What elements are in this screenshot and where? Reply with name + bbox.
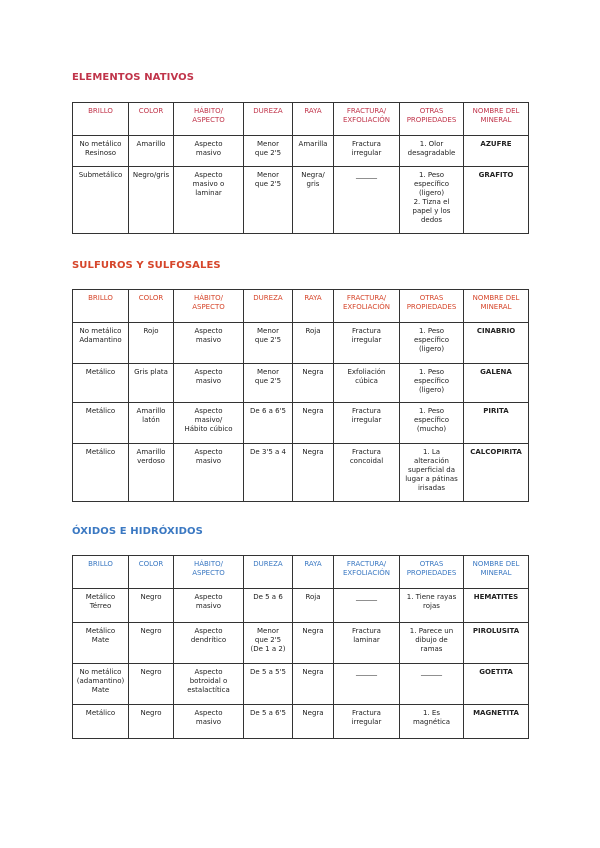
cell-fractura: ______ [334,167,400,234]
table-row [73,705,529,739]
cell-nombre: GRAFITO [464,167,529,234]
cell-otras: 1. Es magnética [400,705,464,739]
cell-otras: 1. Tiene rayas rojas [400,589,464,623]
header-raya: RAYA [293,556,334,589]
header-raya: RAYA [293,290,334,323]
cell-habito: Aspecto masivo/ Hábito cúbico [174,403,244,444]
cell-fractura: Fractura irregular [334,705,400,739]
table-header-row [73,556,529,589]
cell-habito: Aspecto masivo o laminar [174,167,244,234]
cell-nombre: GOETITA [464,664,529,705]
cell-raya: Negra [293,623,334,664]
cell-dureza: Menor que 2'5 [244,323,293,364]
cell-otras: 1. Peso específico (ligero) [400,323,464,364]
cell-raya: Negra [293,444,334,502]
cell-nombre: PIRITA [464,403,529,444]
cell-raya: Amarilla [293,136,334,167]
cell-dureza: Menor que 2'5 [244,167,293,234]
cell-color: Negro [129,589,174,623]
header-dureza: DUREZA [244,290,293,323]
cell-brillo: No metálico (adamantino) Mate [73,664,129,705]
cell-brillo: Metálico [73,444,129,502]
header-nombre: NOMBRE DEL MINERAL [464,103,529,136]
cell-habito: Aspecto masivo [174,705,244,739]
cell-color: Amarillo [129,136,174,167]
cell-habito: Aspecto masivo [174,136,244,167]
cell-color: Negro/gris [129,167,174,234]
table-sulfuros [72,289,529,502]
cell-color: Gris plata [129,364,174,403]
header-dureza: DUREZA [244,103,293,136]
header-nombre: NOMBRE DEL MINERAL [464,290,529,323]
table-oxidos [72,555,529,739]
header-raya: RAYA [293,103,334,136]
cell-dureza: De 3'5 a 4 [244,444,293,502]
cell-dureza: Menor que 2'5 [244,136,293,167]
header-otras: OTRAS PROPIEDADES [400,103,464,136]
cell-color: Negro [129,664,174,705]
header-fractura: FRACTURA/ EXFOLIACIÓN [334,556,400,589]
cell-raya: Roja [293,323,334,364]
header-otras: OTRAS PROPIEDADES [400,290,464,323]
cell-brillo: Metálico Mate [73,623,129,664]
table-row [73,623,529,664]
cell-color: Rojo [129,323,174,364]
cell-dureza: De 5 a 6 [244,589,293,623]
cell-fractura: Exfoliación cúbica [334,364,400,403]
header-habito: HÁBITO/ ASPECTO [174,556,244,589]
cell-habito: Aspecto masivo [174,589,244,623]
table-row [73,444,529,502]
table-row [73,403,529,444]
cell-brillo: Metálico [73,705,129,739]
cell-nombre: HEMATITES [464,589,529,623]
header-color: COLOR [129,103,174,136]
cell-fractura: ______ [334,664,400,705]
cell-nombre: GALENA [464,364,529,403]
cell-nombre: CALCOPIRITA [464,444,529,502]
cell-color: Amarillo verdoso [129,444,174,502]
cell-otras: 1. Peso específico (ligero) 2. Tizna el papel y los dedos [400,167,464,234]
header-fractura: FRACTURA/ EXFOLIACIÓN [334,103,400,136]
cell-brillo: Metálico Térreo [73,589,129,623]
cell-color: Amarillo latón [129,403,174,444]
cell-fractura: Fractura concoidal [334,444,400,502]
cell-brillo: No metálico Adamantino [73,323,129,364]
table-row [73,364,529,403]
section-title-nativos: ELEMENTOS NATIVOS [72,72,195,83]
cell-dureza: De 5 a 5'5 [244,664,293,705]
cell-habito: Aspecto masivo [174,444,244,502]
cell-otras: 1. Peso específico (mucho) [400,403,464,444]
cell-brillo: No metálico Resinoso [73,136,129,167]
cell-raya: Negra/ gris [293,167,334,234]
cell-otras: ______ [400,664,464,705]
cell-habito: Aspecto masivo [174,364,244,403]
cell-otras: 1. Olor desagradable [400,136,464,167]
cell-nombre: MAGNETITA [464,705,529,739]
header-habito: HÁBITO/ ASPECTO [174,290,244,323]
cell-otras: 1. Parece un dibujo de ramas [400,623,464,664]
cell-otras: 1. Peso específico (ligero) [400,364,464,403]
cell-dureza: Menor que 2'5 (De 1 a 2) [244,623,293,664]
cell-fractura: ______ [334,589,400,623]
section-title-oxidos: ÓXIDOS E HIDRÓXIDOS [72,526,203,537]
cell-nombre: AZUFRE [464,136,529,167]
table-row [73,664,529,705]
cell-fractura: Fractura irregular [334,403,400,444]
table-row [73,167,529,234]
cell-raya: Negra [293,403,334,444]
cell-raya: Roja [293,589,334,623]
cell-otras: 1. La alteración superficial da lugar a pátinas irisadas [400,444,464,502]
table-row [73,136,529,167]
header-habito: HÁBITO/ ASPECTO [174,103,244,136]
table-row [73,589,529,623]
cell-nombre: PIROLUSITA [464,623,529,664]
cell-brillo: Submetálico [73,167,129,234]
header-otras: OTRAS PROPIEDADES [400,556,464,589]
cell-dureza: De 6 a 6'5 [244,403,293,444]
cell-nombre: CINABRIO [464,323,529,364]
header-dureza: DUREZA [244,556,293,589]
cell-color: Negro [129,705,174,739]
cell-color: Negro [129,623,174,664]
table-header-row [73,290,529,323]
cell-brillo: Metálico [73,403,129,444]
header-color: COLOR [129,290,174,323]
cell-habito: Aspecto botroidal o estalactítica [174,664,244,705]
cell-fractura: Fractura irregular [334,323,400,364]
header-brillo: BRILLO [73,290,129,323]
header-fractura: FRACTURA/ EXFOLIACIÓN [334,290,400,323]
header-brillo: BRILLO [73,103,129,136]
cell-dureza: Menor que 2'5 [244,364,293,403]
cell-raya: Negra [293,705,334,739]
cell-brillo: Metálico [73,364,129,403]
table-row [73,323,529,364]
cell-habito: Aspecto masivo [174,323,244,364]
header-color: COLOR [129,556,174,589]
table-nativos [72,102,529,234]
cell-raya: Negra [293,364,334,403]
header-nombre: NOMBRE DEL MINERAL [464,556,529,589]
header-brillo: BRILLO [73,556,129,589]
cell-raya: Negra [293,664,334,705]
cell-fractura: Fractura laminar [334,623,400,664]
section-title-sulfuros: SULFUROS Y SULFOSALES [72,260,221,271]
cell-habito: Aspecto dendrítico [174,623,244,664]
table-header-row [73,103,529,136]
cell-fractura: Fractura irregular [334,136,400,167]
cell-dureza: De 5 a 6'5 [244,705,293,739]
